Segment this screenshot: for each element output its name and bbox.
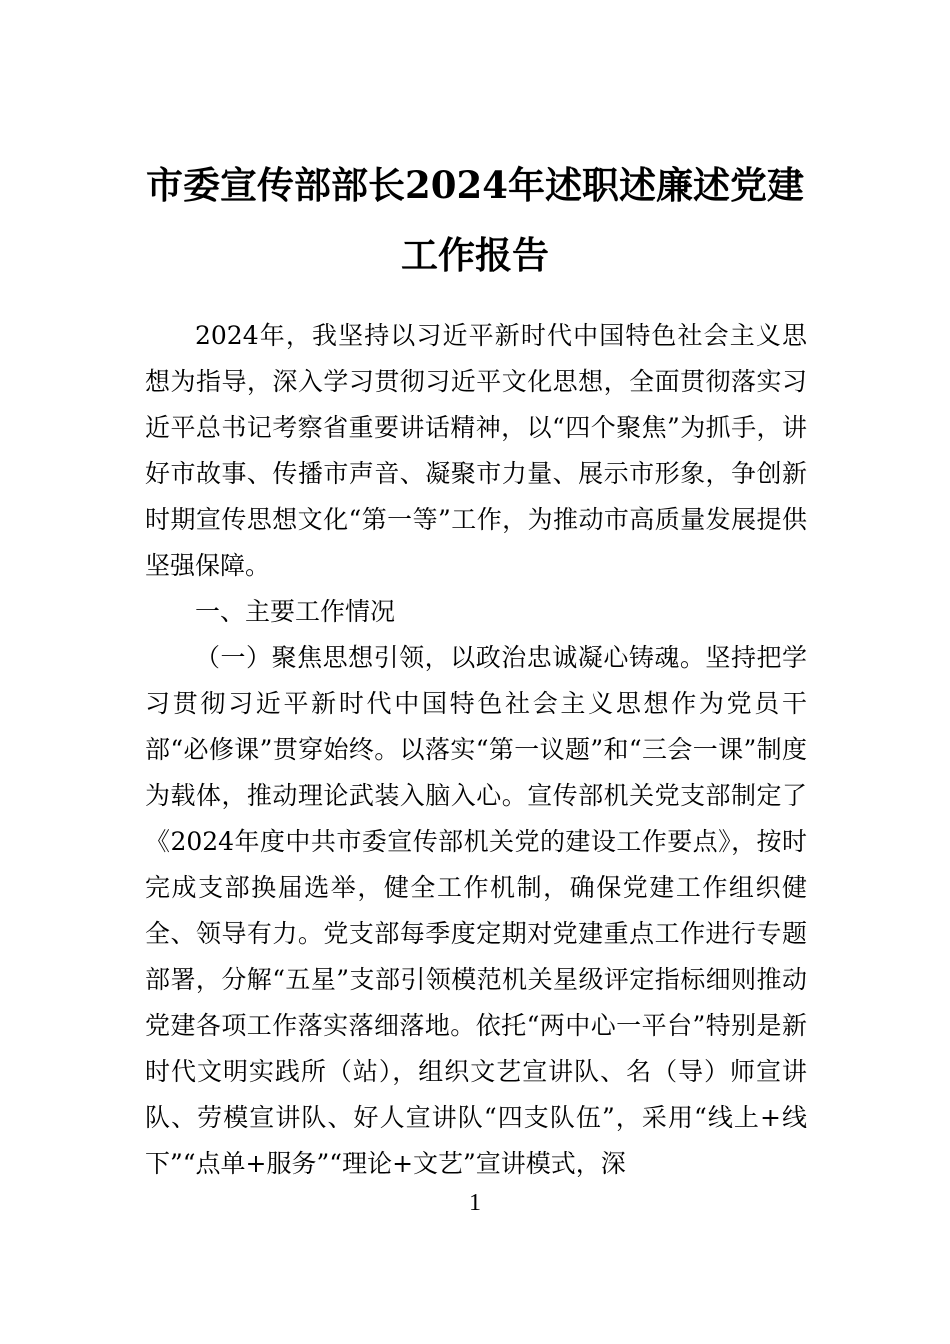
subsection-body: 坚持把学习贯彻习近平新时代中国特色社会主义思想作为党员干部“必修课”贯穿始终。以落实“第一议题”和“三会一课”制度为载体，推动理论武装入脑入心。宣传部机关党支部制定了《2024年度中共市委宣传部机关党的建设工作要点》，按时完成支部换届选举，健全工作机制，确保党建工作组织健全、领导有力。党支部每季度定期对党建重点工作进行专题部署，分解“五星”支部引领模范机关星级评定指标细则推动党建各项工作落实落细落地。依托“两中心一平台”特别是新时代文明实践所（站），组织文艺宣讲队、名（导）师宣讲队、劳模宣讲队、好人宣讲队“四支队伍”，采用“线上+线下”“点单+服务”“理论+文艺”宣讲模式，深 [145,643,807,1178]
document-body [145,313,807,1187]
page-number: 1 [469,1190,481,1216]
subsection-lead: （一）聚焦思想引领，以政治忠诚凝心铸魂。 [195,643,706,672]
intro-paragraph: 2024年，我坚持以习近平新时代中国特色社会主义思想为指导，深入学习贯彻习近平文化思想，全面贯彻落实习近平总书记考察省重要讲话精神，以“四个聚焦”为抓手，讲好市故事、传播市声音、凝聚市力量、展示市形象，争创新时期宣传思想文化“第一等”工作，为推动市高质量发展提供坚强保障。 [145,321,807,580]
section-heading: 一、主要工作情况 [195,597,396,626]
subsection-paragraph [145,635,807,1187]
document-title: 市委宣传部部长2024年述职述廉述党建工作报告 [146,163,804,277]
